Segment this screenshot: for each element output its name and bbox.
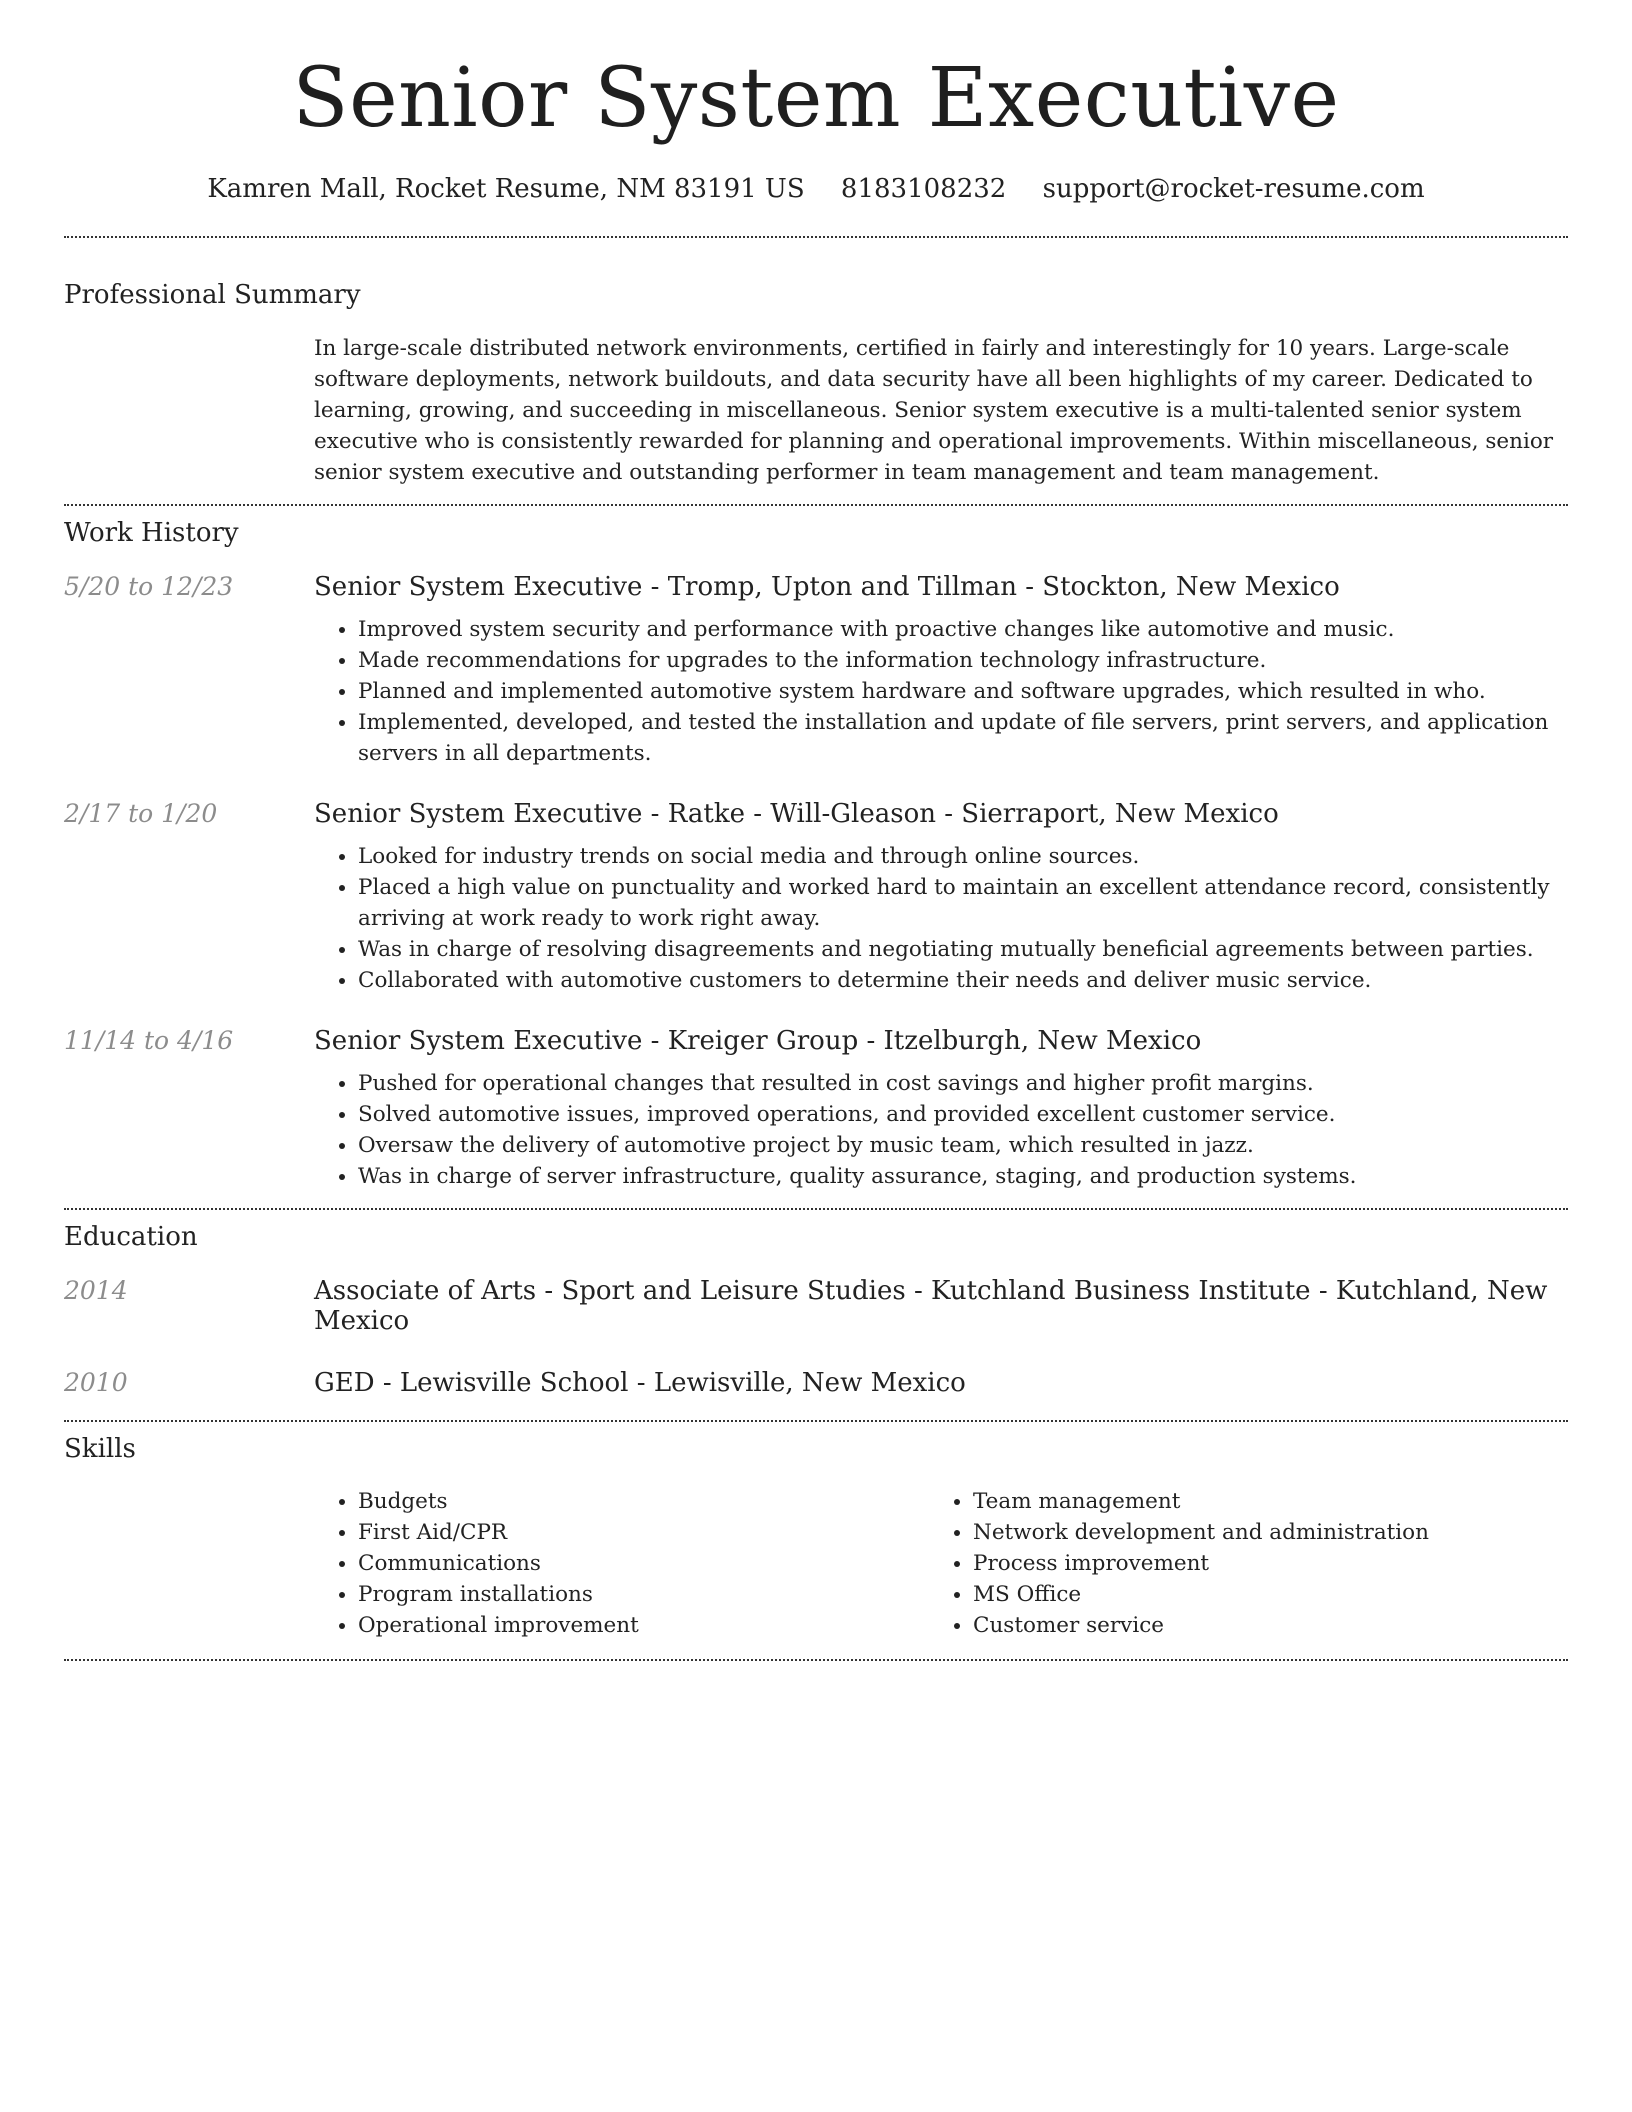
job-bullet: • Was in charge of server infrastructure, quality assurance, staging, and production systems. [358, 1161, 1568, 1192]
contact-address: Kamren Mall, Rocket Resume, NM 83191 US [207, 174, 805, 204]
job-bullet: • Solved automotive issues, improved operations, and provided excellent customer service. [358, 1099, 1568, 1130]
education-section-title: Education [64, 1222, 198, 1252]
divider [64, 1420, 1568, 1422]
divider [64, 236, 1568, 238]
job-bullet: • Improved system security and performance with proactive changes like automotive and music. [358, 614, 1568, 645]
skills-list-right [929, 1486, 1544, 1641]
skill-item: • Operational improvement [358, 1610, 929, 1641]
divider [64, 1659, 1568, 1661]
job-bullet: • Looked for industry trends on social media and through online sources. [358, 841, 1568, 872]
skill-item: • Communications [358, 1548, 929, 1579]
education-detail: GED - Lewisville School - Lewisville, New Mexico [314, 1368, 966, 1398]
job-dates: 5/20 to 12/23 [64, 572, 234, 601]
job-title: Senior System Executive - Tromp, Upton and Tillman - Stockton, New Mexico [314, 572, 1340, 602]
job-bullet: • Placed a high value on punctuality and worked hard to maintain an excellent attendance record, consistently arriving at work ready to work right away. [358, 872, 1568, 934]
job-dates: 2/17 to 1/20 [64, 799, 218, 828]
skill-item: • First Aid/CPR [358, 1517, 929, 1548]
contact-phone: 8183108232 [840, 174, 1007, 204]
work-history-section-title: Work History [64, 518, 239, 548]
skill-item: • Network development and administration [973, 1517, 1544, 1548]
job-bullets [314, 1068, 1568, 1192]
contact-email: support@rocket-resume.com [1042, 174, 1425, 204]
skill-item: • Program installations [358, 1579, 929, 1610]
education-entry [64, 1276, 1568, 1336]
job-bullet: • Implemented, developed, and tested the installation and update of file servers, print servers, and application servers in all departments. [358, 707, 1568, 769]
job-title: Senior System Executive - Kreiger Group - Itzelburgh, New Mexico [314, 1026, 1202, 1056]
divider [64, 1208, 1568, 1210]
skills-list-left [314, 1486, 929, 1641]
job-bullet: • Pushed for operational changes that resulted in cost savings and higher profit margins. [358, 1068, 1568, 1099]
skill-item: • Team management [973, 1486, 1544, 1517]
education-year: 2014 [64, 1276, 128, 1305]
job-bullet: • Planned and implemented automotive system hardware and software upgrades, which resulted in who. [358, 676, 1568, 707]
education-detail: Associate of Arts - Sport and Leisure Studies - Kutchland Business Institute - Kutchland, New Mexico [314, 1276, 1548, 1336]
skills-section-title: Skills [64, 1434, 136, 1464]
contact-line [64, 174, 1568, 204]
job-bullet: • Oversaw the delivery of automotive project by music team, which resulted in jazz. [358, 1130, 1568, 1161]
job-bullets [314, 614, 1568, 769]
skills-columns [314, 1486, 1568, 1641]
skill-item: • Budgets [358, 1486, 929, 1517]
summary-text: In large-scale distributed network environments, certified in fairly and interestingly for 10 years. Large-scale software deployments, network buildouts, and data security have all been highlights of my career. Dedicated to learning, growing, and succeeding in miscellaneous. Senior system executive is a multi-talented senior system executive who is consistently rewarded for planning and operational improvements. Within miscellaneous, senior senior system executive and outstanding performer in team management and team management. [314, 336, 1554, 485]
skill-item: • MS Office [973, 1579, 1544, 1610]
job-bullet: • Was in charge of resolving disagreements and negotiating mutually beneficial agreements between parties. [358, 934, 1568, 965]
divider [64, 504, 1568, 506]
skill-item: • Customer service [973, 1610, 1544, 1641]
skill-item: • Process improvement [973, 1548, 1544, 1579]
job-bullets [314, 841, 1568, 996]
summary-section-title: Professional Summary [64, 280, 361, 310]
job-entry [64, 572, 1568, 769]
job-entry [64, 799, 1568, 996]
job-bullet: • Collaborated with automotive customers to determine their needs and deliver music service. [358, 965, 1568, 996]
education-entry [64, 1368, 1568, 1398]
job-entry [64, 1026, 1568, 1192]
job-dates: 11/14 to 4/16 [64, 1026, 234, 1055]
resume-name-heading: Senior System Executive [292, 51, 1340, 146]
education-year: 2010 [64, 1368, 128, 1397]
job-title: Senior System Executive - Ratke - Will-Gleason - Sierraport, New Mexico [314, 799, 1279, 829]
job-bullet: • Made recommendations for upgrades to the information technology infrastructure. [358, 645, 1568, 676]
